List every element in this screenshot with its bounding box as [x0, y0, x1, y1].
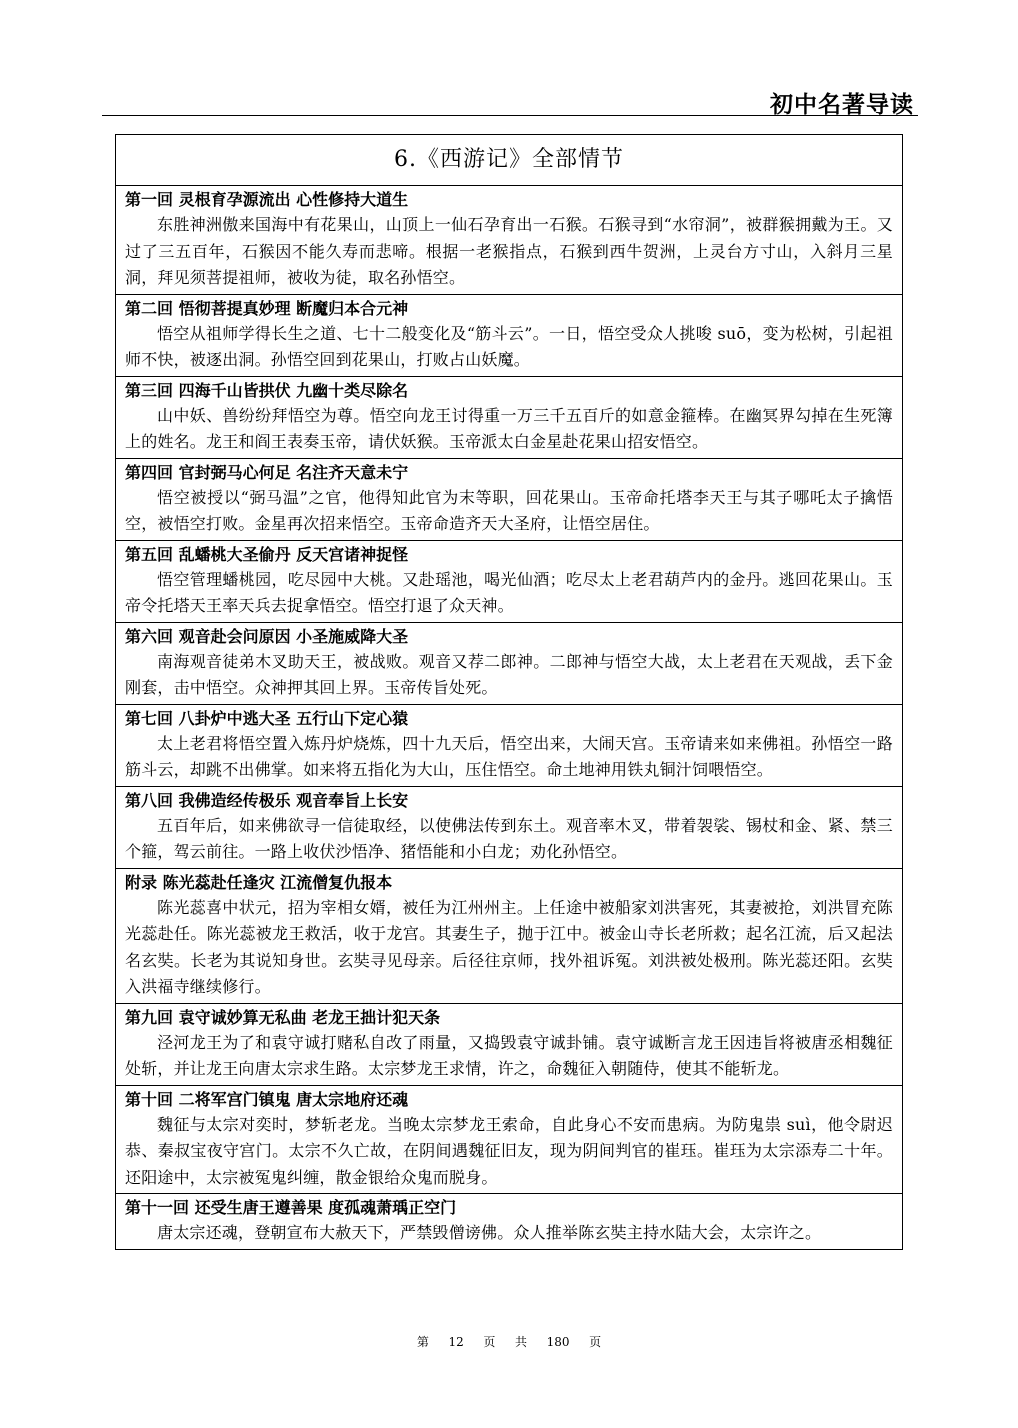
chapter-summary: 五百年后，如来佛欲寻一信徒取经，以使佛法传到东土。观音率木叉，带着袈裟、锡杖和金、紧、禁三个箍，驾云前往。一路上收伏沙悟净、猪悟能和小白龙；劝化孙悟空。: [125, 815, 893, 861]
chapter-summary: 泾河龙王为了和袁守诚打赌私自改了雨量，又捣毁袁守诚卦铺。袁守诚断言龙王因违旨将被唐丞相魏征处斩，并让龙王向唐太宗求生路。太宗梦龙王求情，许之，命魏征入朝随侍，使其不能斩龙。: [125, 1032, 893, 1078]
chapter-row: [116, 623, 902, 705]
chapter-title: 第四回 官封弼马心何足 名注齐天意未宁: [125, 462, 409, 482]
plot-summary-table: [115, 134, 903, 1250]
chapter-row: [116, 186, 902, 295]
chapter-row: [116, 705, 902, 787]
header-divider: [102, 115, 918, 116]
chapter-title: 第二回 悟彻菩提真妙理 断魔归本合元神: [125, 298, 409, 318]
chapter-summary: 南海观音徒弟木叉助天王，被战败。观音又荐二郎神。二郎神与悟空大战，太上老君在天观战，丢下金刚套，击中悟空。众神押其回上界。玉帝传旨处死。: [125, 651, 893, 697]
page-number: 第 12 页 共 180 页: [416, 1335, 602, 1349]
chapter-row: [116, 787, 902, 869]
chapter-title: 第六回 观音赴会问原因 小圣施威降大圣: [125, 626, 409, 646]
chapter-row: [116, 295, 902, 377]
chapter-title: 第十回 二将军宫门镇鬼 唐太宗地府还魂: [125, 1089, 409, 1109]
chapter-title: 第一回 灵根育孕源流出 心性修持大道生: [125, 190, 409, 209]
chapter-row: [116, 377, 902, 459]
chapter-row: [116, 541, 902, 623]
chapter-row: [116, 1004, 902, 1086]
chapter-row: [116, 1086, 902, 1195]
chapter-summary: 山中妖、兽纷纷拜悟空为尊。悟空向龙王讨得重一万三千五百斤的如意金箍棒。在幽冥界勾掉在生死簿上的姓名。龙王和阎王表奏玉帝，请伏妖猴。玉帝派太白金星赴花果山招安悟空。: [125, 405, 893, 451]
chapter-row: [116, 869, 902, 1004]
chapter-summary: 悟空被授以“弼马温”之官，他得知此官为末等职，回花果山。玉帝命托塔李天王与其子哪吒太子擒悟空，被悟空打败。金星再次招来悟空。玉帝命造齐天大圣府，让悟空居住。: [125, 487, 893, 533]
chapter-title: 第五回 乱蟠桃大圣偷丹 反天宫诸神捉怪: [125, 544, 409, 564]
chapter-summary: 悟空从祖师学得长生之道、七十二般变化及“筋斗云”。一日，悟空受众人挑唆 suō，变为松树，引起祖师不快，被逐出洞。孙悟空回到花果山，打败占山妖魔。: [125, 323, 893, 369]
chapter-summary: 太上老君将悟空置入炼丹炉烧炼，四十九天后，悟空出来，大闹天宫。玉帝请来如来佛祖。孙悟空一路筋斗云，却跳不出佛掌。如来将五指化为大山，压住悟空。命土地神用铁丸铜汁饲喂悟空。: [125, 733, 893, 779]
table-title: 6.《西游记》全部情节: [116, 135, 902, 186]
chapter-row: [116, 1194, 902, 1249]
chapter-summary: 陈光蕊喜中状元，招为宰相女婿，被任为江州州主。上任途中被船家刘洪害死，其妻被抢，刘洪冒充陈光蕊赴任。陈光蕊被龙王救活，收于龙宫。其妻生子，抛于江中。被金山寺长老所救；起名江流，后又起法名玄奘。长老为其说知身世。玄奘寻见母亲。后径往京师，找外祖诉冤。刘洪被处极刑。陈光蕊还阳。玄奘入洪福寺继续修行。: [125, 897, 893, 996]
chapter-summary: 东胜神洲傲来国海中有花果山，山顶上一仙石孕育出一石猴。石猴寻到“水帘洞”，被群猴拥戴为王。又过了三五百年，石猴因不能久寿而悲啼。根据一老猴指点，石猴到西牛贺洲，上灵台方寸山，入斜月三星洞，拜见须菩提祖师，被收为徒，取名孙悟空。: [125, 215, 893, 287]
chapter-summary: 唐太宗还魂，登朝宣布大赦天下，严禁毁僧谤佛。众人推举陈玄奘主持水陆大会，太宗许之。: [157, 1223, 822, 1242]
chapter-summary: 悟空管理蟠桃园，吃尽园中大桃。又赴瑶池，喝光仙酒；吃尽太上老君葫芦内的金丹。逃回花果山。玉帝令托塔天王率天兵去捉拿悟空。悟空打退了众天神。: [125, 569, 893, 615]
chapter-list: [116, 186, 902, 1249]
chapter-title: 附录 陈光蕊赴任逢灾 江流僧复仇报本: [125, 872, 393, 892]
chapter-title: 第三回 四海千山皆拱伏 九幽十类尽除名: [125, 380, 409, 400]
chapter-summary: 魏征与太宗对奕时，梦斩老龙。当晚太宗梦龙王索命，自此身心不安而患病。为防鬼祟 suì，他令尉迟恭、秦叔宝夜守宫门。太宗不久亡故，在阴间遇魏征旧友，现为阴间判官的崔珏。崔珏为太宗添寿二十年。还阳途中，太宗被冤鬼纠缠，散金银给众鬼而脱身。: [125, 1114, 893, 1187]
document-header-title: 初中名著导读: [770, 92, 914, 118]
chapter-title: 第九回 袁守诚妙算无私曲 老龙王拙计犯天条: [125, 1007, 441, 1027]
chapter-title: 第十一回 还受生唐王遵善果 度孤魂萧瑀正空门: [125, 1198, 457, 1217]
chapter-row: [116, 459, 902, 541]
chapter-title: 第七回 八卦炉中逃大圣 五行山下定心猿: [125, 708, 409, 728]
chapter-title: 第八回 我佛造经传极乐 观音奉旨上长安: [125, 790, 409, 810]
